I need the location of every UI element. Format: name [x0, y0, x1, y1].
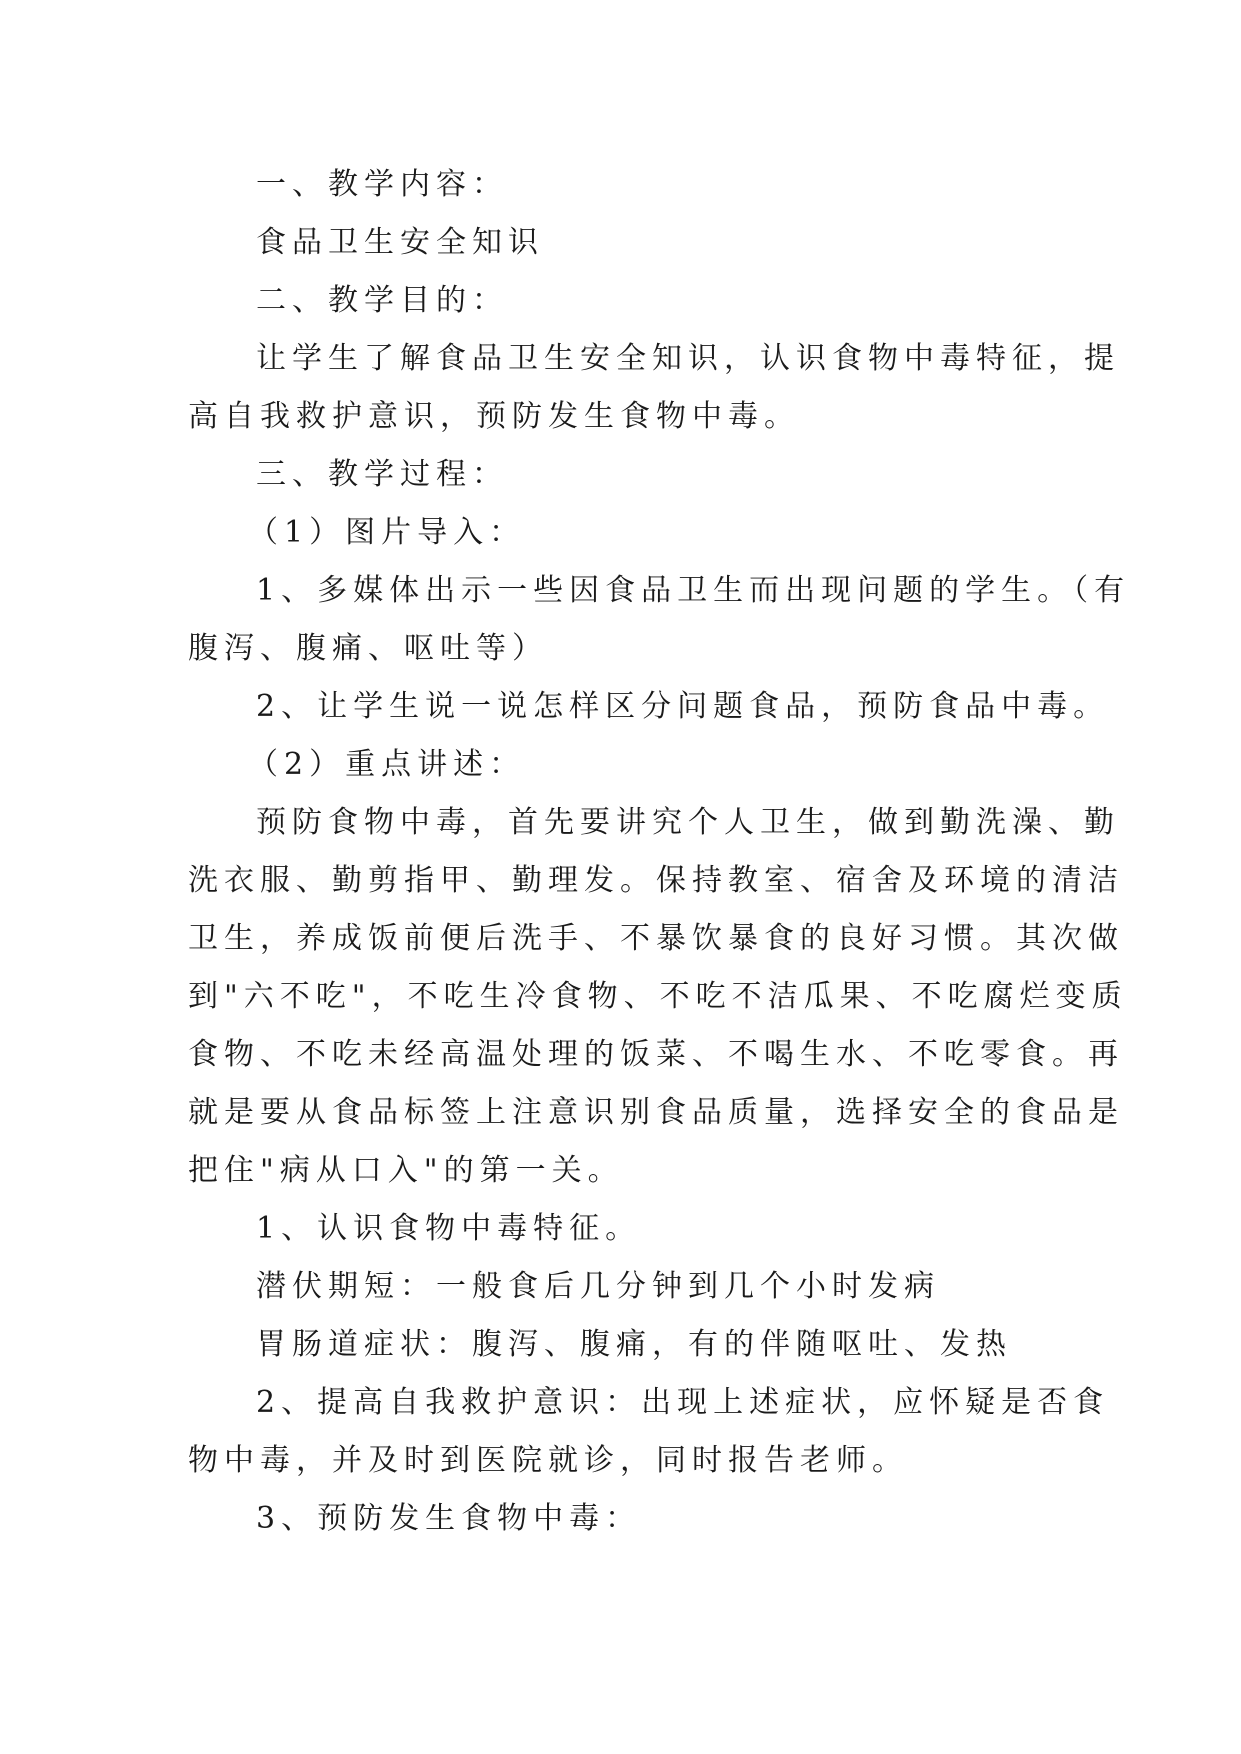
- paragraph-line: 让学生了解食品卫生安全知识，认识食物中毒特征，提: [256, 341, 1120, 376]
- paragraph-line: 食品卫生安全知识: [256, 225, 544, 260]
- paragraph-line: 就是要从食品标签上注意识别食品质量，选择安全的食品是: [188, 1095, 1124, 1130]
- paragraph-line: 卫生，养成饭前便后洗手、不暴饮暴食的良好习惯。其次做: [188, 921, 1124, 956]
- paragraph-line: 胃肠道症状：腹泻、腹痛，有的伴随呕吐、发热: [256, 1327, 1012, 1362]
- paragraph-line: 高自我救护意识，预防发生食物中毒。: [188, 399, 800, 434]
- paragraph-line: 物中毒，并及时到医院就诊，同时报告老师。: [188, 1443, 908, 1478]
- subsection-heading: （2）重点讲述：: [248, 747, 526, 782]
- paragraph-line: 1、多媒体出示一些因食品卫生而出现问题的学生。（有: [256, 573, 1131, 608]
- paragraph-line: 2、让学生说一说怎样区分问题食品，预防食品中毒。: [256, 689, 1110, 724]
- paragraph-line: 1、认识食物中毒特征。: [256, 1211, 642, 1246]
- paragraph-line: 潜伏期短：一般食后几分钟到几个小时发病: [256, 1269, 940, 1304]
- section-heading-goal: 二、教学目的：: [256, 283, 508, 318]
- paragraph-line: 腹泻、腹痛、呕吐等）: [188, 631, 548, 666]
- paragraph-line: 预防食物中毒，首先要讲究个人卫生，做到勤洗澡、勤: [256, 805, 1120, 840]
- paragraph-line: 到"六不吃"，不吃生冷食物、不吃不洁瓜果、不吃腐烂变质: [188, 979, 1128, 1014]
- paragraph-line: 食物、不吃未经高温处理的饭菜、不喝生水、不吃零食。再: [188, 1037, 1124, 1072]
- paragraph-line: 洗衣服、勤剪指甲、勤理发。保持教室、宿舍及环境的清洁: [188, 863, 1124, 898]
- subsection-heading: （1）图片导入：: [248, 515, 526, 550]
- paragraph-line: 把住"病从口入"的第一关。: [188, 1153, 624, 1188]
- paragraph-line: 2、提高自我救护意识：出现上述症状，应怀疑是否食: [256, 1385, 1110, 1420]
- paragraph-line: 3、预防发生食物中毒：: [256, 1501, 642, 1536]
- section-heading-process: 三、教学过程：: [256, 457, 508, 492]
- document-body: [188, 156, 1131, 1548]
- section-heading-content: 一、教学内容：: [256, 167, 508, 202]
